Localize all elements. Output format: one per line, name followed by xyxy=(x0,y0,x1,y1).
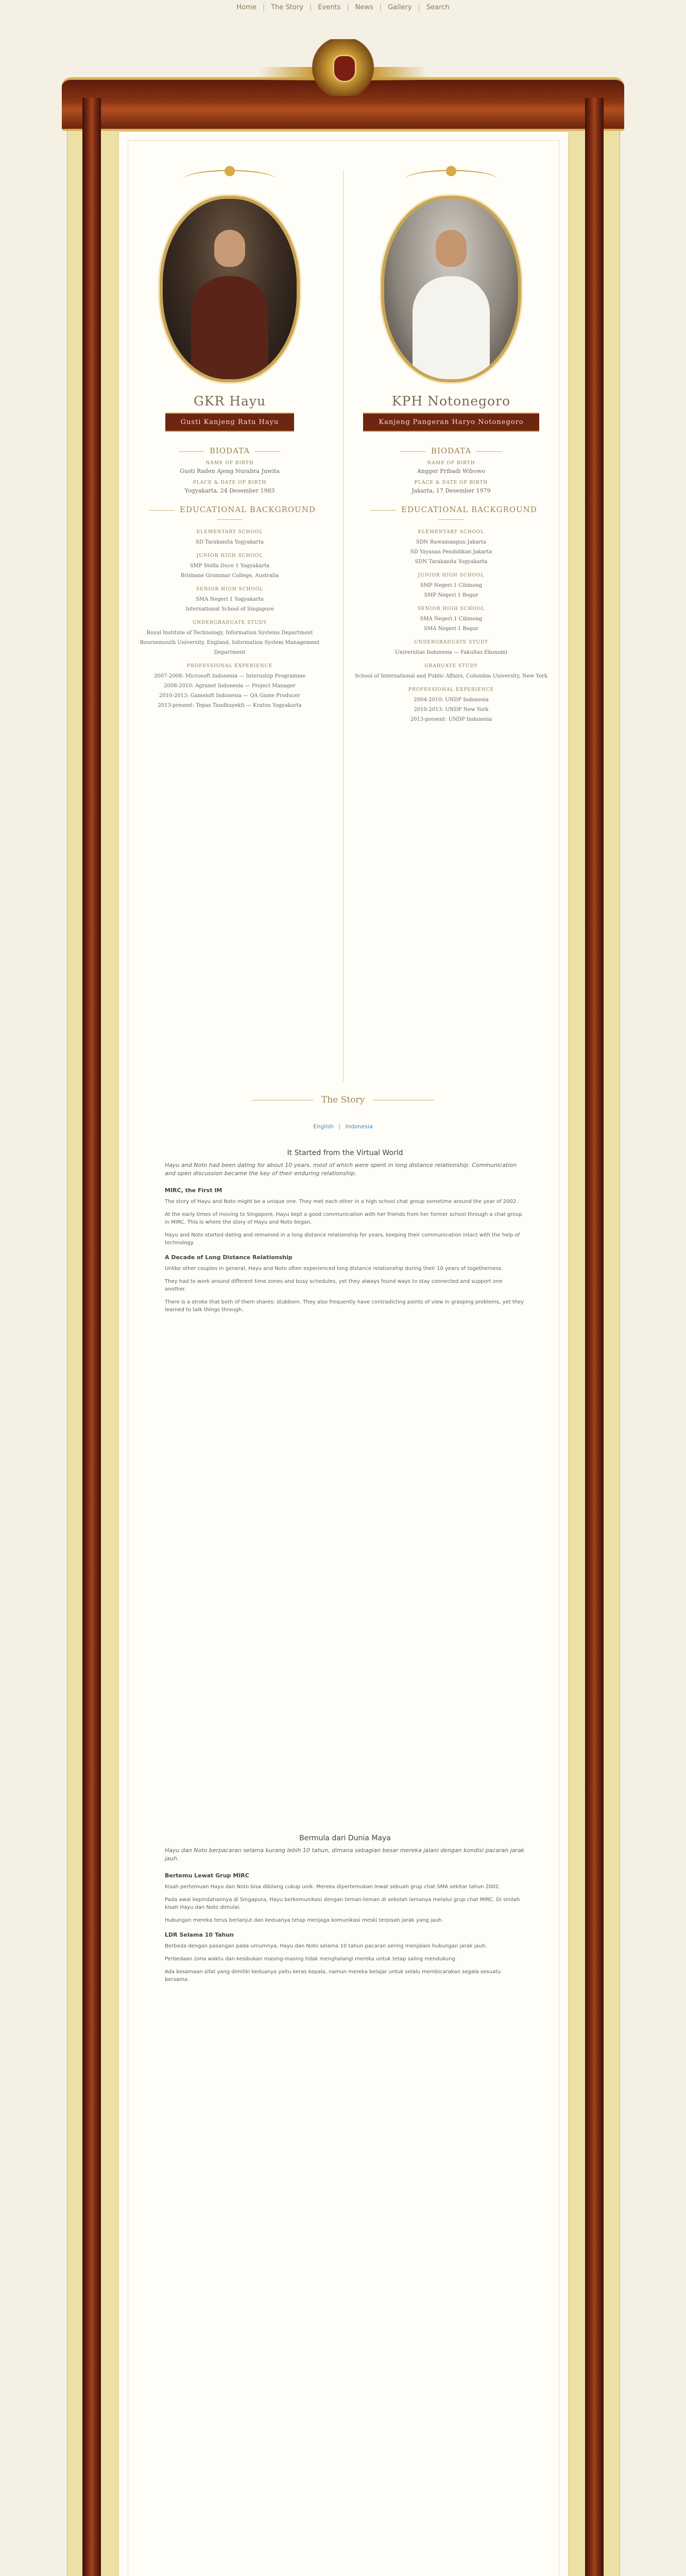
right-pillar xyxy=(585,98,604,2576)
education-group xyxy=(353,685,549,724)
education-level: SENIOR HIGH SCHOOL xyxy=(417,606,485,612)
groom-education xyxy=(353,528,549,724)
education-level: PROFESSIONAL EXPERIENCE xyxy=(408,687,494,692)
education-item: SD Yayasan Pendidikan Jakarta xyxy=(410,549,492,555)
field-label: PLACE & DATE OF BIRTH xyxy=(193,480,267,485)
education-level: JUNIOR HIGH SCHOOL xyxy=(418,573,485,578)
education-group xyxy=(132,585,328,614)
story-intro: Hayu dan Noto berpacaran selama kurang lebih 10 tahun, dimana sebagian besar mereka jalani dengan kondisi pacaran jarak jauh. xyxy=(165,1847,525,1862)
field-value: Yogyakarta, 24 Desember 1983 xyxy=(184,487,275,494)
bride-title-banner: Gusti Kanjeng Ratu Hayu xyxy=(165,413,295,432)
education-level: JUNIOR HIGH SCHOOL xyxy=(196,553,263,558)
nav-link[interactable]: Home xyxy=(236,4,256,11)
education-item: 2013-present: Tepas Tandhayekti — Kraton Yogyakarta xyxy=(158,703,302,708)
bride-education xyxy=(132,528,328,710)
education-item: 2007-2008: Microsoft Indonesia — Internship Programme xyxy=(154,673,305,679)
education-level: UNDERGRADUATE STUDY xyxy=(414,640,489,645)
education-item: Royal Institute of Technology, Information Systems Department xyxy=(146,630,313,636)
story-paragraph: Hayu and Noto started dating and remained in a long distance relationship for years, keeping their communication intact with the help of technology. xyxy=(165,1232,520,1246)
field-label: NAME OF BIRTH xyxy=(427,461,475,466)
education-item: Bournemouth University, England, Information System Management Department xyxy=(140,640,320,655)
story-subheading: Bertemu Lewat Grup MIRC xyxy=(165,1872,249,1879)
education-item: SMA Negeri 1 Cibinong xyxy=(420,616,483,622)
education-group xyxy=(353,604,549,634)
education-level: PROFESSIONAL EXPERIENCE xyxy=(186,664,273,669)
bride-biodata xyxy=(132,461,328,495)
lang-indonesia-link[interactable]: Indonesia xyxy=(345,1123,373,1130)
story-paragraph: Unlike other couples in general, Hayu and Noto often experienced long distance relationship during their 10 years of togetherness. xyxy=(165,1266,503,1272)
nav-link[interactable]: The Story xyxy=(271,4,303,11)
education-level: ELEMENTARY SCHOOL xyxy=(196,530,263,535)
education-group xyxy=(353,528,549,567)
nav-link[interactable]: Events xyxy=(318,4,341,11)
education-item: Universitas Indonesia — Fakultas Ekonomi xyxy=(395,650,507,655)
story-paragraph: Kisah pertemuan Hayu dan Noto bisa dibilang cukup unik. Mereka dipertemukan lewat sebuah grup chat SMA sekitar tahun 2002. xyxy=(165,1884,501,1890)
crest-wing-left xyxy=(259,67,315,80)
field-value: Angger Pribadi Wibowo xyxy=(417,468,486,474)
bride-name: GKR Hayu xyxy=(193,394,266,409)
field-value: Gusti Raden Ajeng Nurabra Juwita xyxy=(180,468,280,474)
bride-column xyxy=(132,170,328,710)
education-group xyxy=(132,662,328,710)
groom-biodata xyxy=(353,461,549,495)
education-item: 2010-2013: UNDP New York xyxy=(414,707,489,713)
story-paragraph: Ada kesamaan sifat yang dimiliki keduanya yaitu keras kepala, namun mereka belajar untuk selalu membicarakan segala sesuatu bersama. xyxy=(165,1969,501,1982)
education-item: SMP Negeri 1 Cibinong xyxy=(420,583,483,588)
left-pillar xyxy=(82,98,101,2576)
story-subheading: LDR Selama 10 Tahun xyxy=(165,1931,234,1938)
story-paragraph: Hubungan mereka terus berlanjut dan keduanya tetap menjaga komunikasi meski terpisah jarak yang jauh. xyxy=(165,1918,443,1923)
story-subheading: A Decade of Long Distance Relationship xyxy=(165,1254,293,1261)
education-item: 2010-2013: Gameloft Indonesia — QA Game Producer xyxy=(159,693,300,699)
bride-education-heading: EDUCATIONAL BACKGROUND xyxy=(132,505,328,523)
nav-separator: | xyxy=(309,4,312,11)
education-level: GRADUATE STUDY xyxy=(424,664,478,669)
education-group xyxy=(132,551,328,581)
field-label: NAME OF BIRTH xyxy=(205,461,254,466)
nav-separator: | xyxy=(347,4,349,11)
education-item: International School of Singapore xyxy=(185,606,274,612)
education-item: SDN Tarakanita Yogyakarta xyxy=(415,559,488,565)
top-navigation xyxy=(0,0,686,21)
groom-title-banner: Kanjeng Pangeran Haryo Notonegoro xyxy=(363,413,539,432)
education-level: UNDERGRADUATE STUDY xyxy=(192,620,267,625)
story-english xyxy=(165,1149,525,1319)
bride-biodata-heading: BIODATA xyxy=(132,446,328,455)
nav-link[interactable]: News xyxy=(355,4,373,11)
nav-separator: | xyxy=(262,4,265,11)
royal-crest-icon xyxy=(310,39,376,96)
nav-separator: | xyxy=(418,4,420,11)
field-label: PLACE & DATE OF BIRTH xyxy=(414,480,488,485)
story-title: The Story xyxy=(132,1095,554,1105)
crest-wing-right xyxy=(371,67,427,80)
education-group xyxy=(353,571,549,600)
groom-education-heading: EDUCATIONAL BACKGROUND xyxy=(353,505,549,523)
groom-name: KPH Notonegoro xyxy=(391,394,511,409)
nav-separator: | xyxy=(379,4,382,11)
bride-portrait xyxy=(160,196,300,382)
nav-link[interactable]: Gallery xyxy=(388,4,412,11)
field-value: Jakarta, 17 Desember 1979 xyxy=(411,487,491,494)
education-item: SMA Negeri 1 Bogor xyxy=(424,626,478,632)
language-switch: English | Indonesia xyxy=(313,1123,373,1130)
education-item: Brisbane Grammar College, Australia xyxy=(180,573,279,579)
story-intro: Hayu and Noto had been dating for about 10 years, most of which were spent in long distance relationship. Communication and open discussion became the key of their enduring relationship. xyxy=(165,1162,517,1177)
column-divider xyxy=(343,170,344,1082)
education-item: SMP Negeri 1 Bogor xyxy=(424,592,478,598)
ornament-icon xyxy=(183,170,276,189)
education-item: 2013-present: UNDP Indonesia xyxy=(410,717,492,722)
story-heading: Bermula dari Dunia Maya xyxy=(299,1834,391,1842)
story-indonesia xyxy=(165,1834,525,1989)
education-group xyxy=(132,618,328,657)
education-level: ELEMENTARY SCHOOL xyxy=(418,530,485,535)
education-item: School of International and Public Affairs, Columbia University, New York xyxy=(354,673,548,679)
education-item: 2004-2010: UNDP Indonesia xyxy=(414,697,489,703)
nav-link[interactable]: Search xyxy=(426,4,450,11)
education-item: SD Tarakanita Yogyakarta xyxy=(195,539,264,545)
story-paragraph: They had to work around different time zones and busy schedules, yet they always found ways to stay connected and support one another. xyxy=(165,1279,503,1292)
education-item: SMP Stella Duce 1 Yogyakarta xyxy=(190,563,270,569)
education-level: SENIOR HIGH SCHOOL xyxy=(196,587,264,592)
story-paragraph: Berbeda dengan pasangan pada umumnya, Hayu dan Noto selama 10 tahun pacaran sering menjalani hubungan jarak jauh. xyxy=(165,1943,487,1949)
story-paragraph: At the early times of moving to Singapore, Hayu kept a good communication with her friends from her former school through a chat group in MIRC. This is where the story of Hayu and Noto began. xyxy=(165,1212,522,1225)
story-heading: It Started from the Virtual World xyxy=(287,1149,403,1157)
education-group xyxy=(132,528,328,547)
education-group xyxy=(353,638,549,657)
education-item: 2008-2010: Agranet Indonesia — Project Manager xyxy=(164,683,296,689)
story-subheading: MIRC, the First IM xyxy=(165,1187,222,1194)
story-paragraph: Pada awal kepindahannya di Singapura, Hayu berkomunikasi dengan teman-teman di sekolah lamanya melalui grup chat MIRC. Di sinilah kisah Hayu dan Noto dimulai. xyxy=(165,1897,520,1910)
groom-biodata-heading: BIODATA xyxy=(353,446,549,455)
education-item: SMA Negeri 1 Yogyakarta xyxy=(196,597,264,602)
story-paragraph: There is a stroke that both of them shares: stubborn. They also frequently have contradicting points of view in grasping problems, yet they learned to talk things through. xyxy=(165,1299,524,1313)
groom-portrait xyxy=(381,196,521,382)
ornament-icon xyxy=(405,170,498,189)
story-paragraph: The story of Hayu and Noto might be a unique one. They met each other in a high school chat group sometime around the year of 2002. xyxy=(165,1199,518,1205)
lang-english-link[interactable]: English xyxy=(313,1123,334,1130)
story-paragraph: Perbedaan zona waktu dan kesibukan masing-masing tidak menghalangi mereka untuk tetap saling mendukung. xyxy=(165,1956,457,1962)
education-group xyxy=(353,662,549,681)
groom-column xyxy=(353,170,549,724)
education-item: SDN Rawamangun Jakarta xyxy=(416,539,487,545)
